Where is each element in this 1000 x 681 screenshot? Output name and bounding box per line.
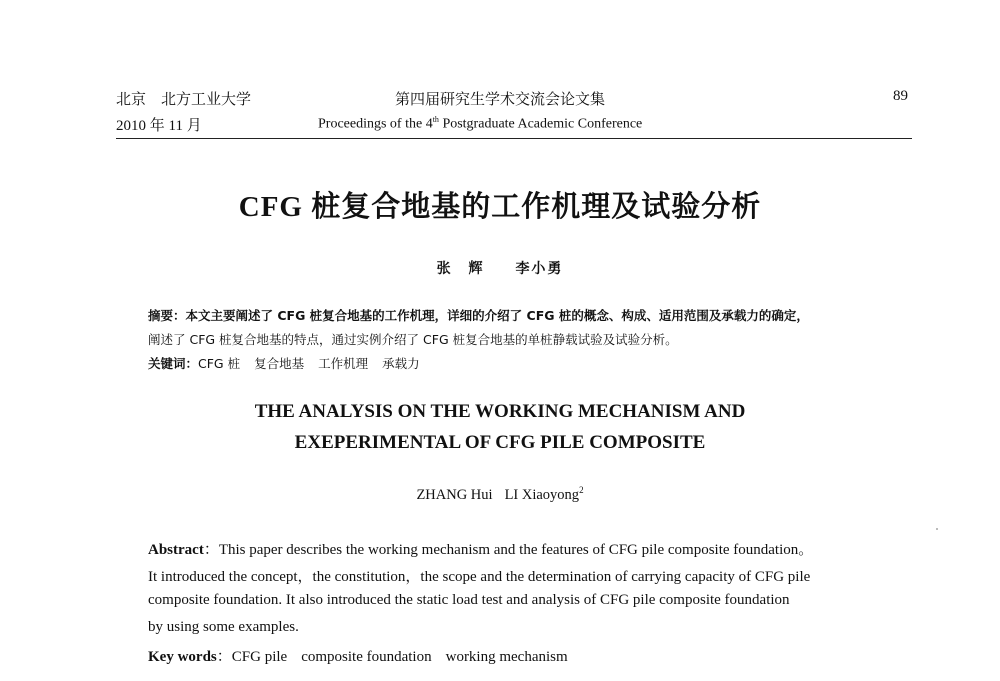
title-en-line2: EXEPERIMENTAL OF CFG PILE COMPOSITE: [294, 432, 706, 453]
keywords-en-label: Key words: [148, 649, 217, 665]
keywords-en: Key words：CFG pile composite foundation working mechanism: [148, 649, 568, 665]
authors-en: [0, 485, 1000, 504]
keyword-cn: CFG 桩: [198, 356, 241, 371]
header-date: 2010 年 11 月: [116, 118, 202, 134]
title-cn: CFG 桩复合地基的工作机理及试验分析: [238, 189, 762, 223]
header-divider: [116, 138, 912, 139]
abstract-en-line2: It introduced the concept，the constitution，the scope and the determination of carrying capacity of CFG pile: [148, 569, 811, 585]
scan-speck: [936, 528, 938, 530]
abstract-en-line1: Abstract：This paper describes the working mechanism and the features of CFG pile composite foundation。: [148, 542, 814, 558]
author-en-2: LI Xiaoyong$^2$: [504, 485, 584, 503]
abstract-en-label: Abstract: [148, 542, 204, 558]
keywords-cn-label: 关键词：: [148, 356, 199, 371]
header-proceedings-en: Proceedings of the 4th Postgraduate Academic Conference: [318, 115, 643, 132]
keywords-cn: [148, 354, 434, 372]
abstract-en-line4: by using some examples.: [148, 619, 299, 635]
author-cn-1: 张 辉: [436, 261, 485, 277]
header-location: 北京 北方工业大学: [116, 90, 252, 108]
author-en-1: ZHANG Hui: [416, 486, 493, 503]
keyword-en: working mechanism: [445, 649, 568, 665]
keyword-en: composite foundation: [301, 649, 432, 665]
abstract-cn-line1: 摘要：本文主要阐述了 CFG 桩复合地基的工作机理，详细的介绍了 CFG 桩的概念、构成、适用范围及承载力的确定，: [148, 308, 809, 323]
abstract-en-line3: composite foundation. It also introduced the static load test and analysis of CFG pile composite foundation: [148, 592, 790, 608]
page-number: 89: [893, 88, 908, 104]
author-cn-2: 李小勇: [515, 261, 564, 277]
authors-cn: [0, 258, 1000, 278]
keyword-en: CFG pile: [231, 649, 288, 665]
header-proceedings-cn: 第四届研究生学术交流会论文集: [395, 90, 606, 108]
keyword-cn: 复合地基: [254, 356, 305, 371]
keyword-cn: 工作机理: [318, 356, 369, 371]
keyword-cn: 承载力: [382, 356, 420, 371]
abstract-cn-line2: 阐述了 CFG 桩复合地基的特点，通过实例介绍了 CFG 桩复合地基的单桩静载试验及试验分析。: [148, 332, 678, 347]
title-en-line1: THE ANALYSIS ON THE WORKING MECHANISM AND: [254, 401, 746, 422]
